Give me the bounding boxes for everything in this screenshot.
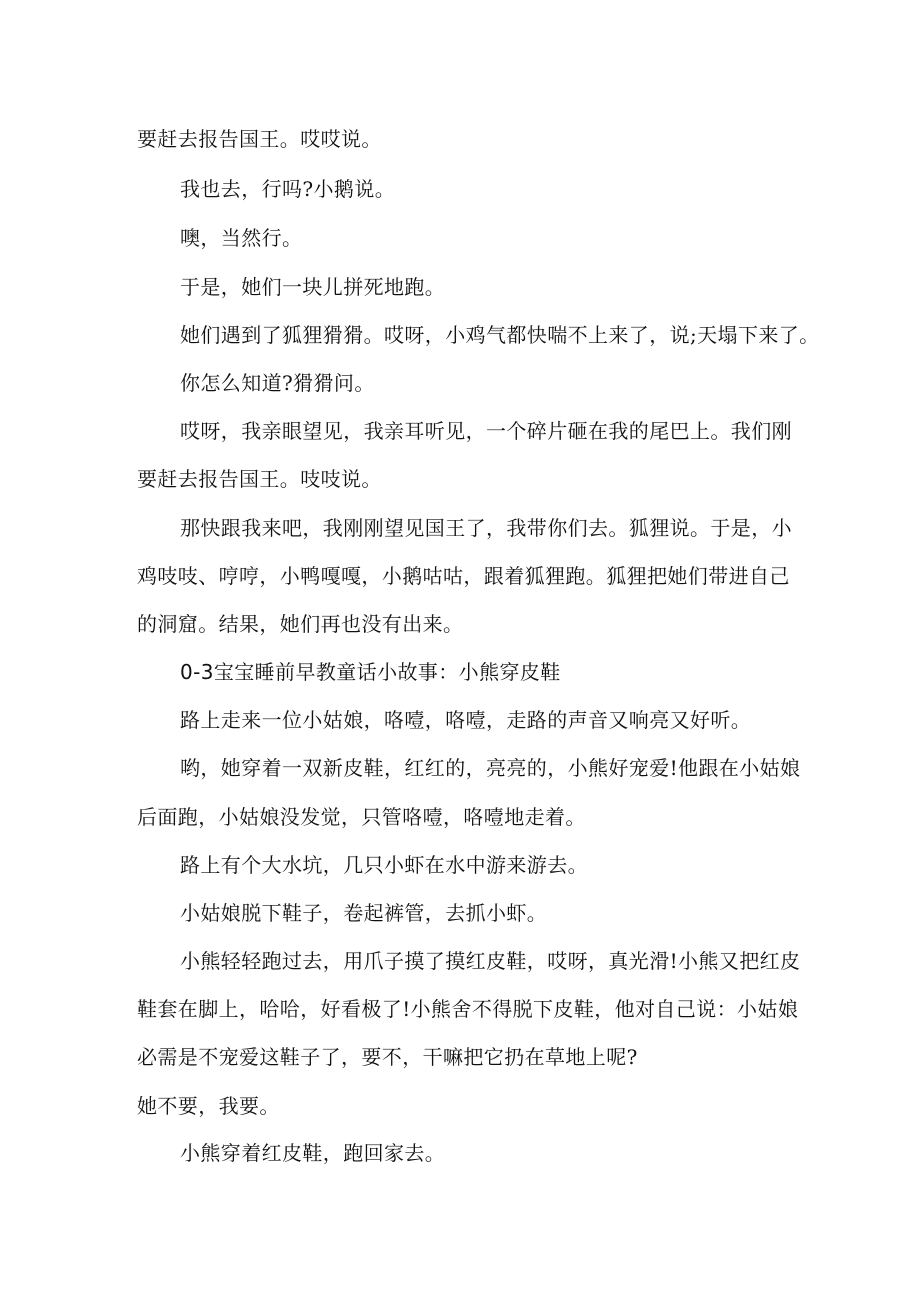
text-line: 于是，她们一块儿拼死地跑。 (180, 275, 446, 299)
text-line: 后面跑，小姑娘没发觉，只管咯噎，咯噎地走着。 (137, 805, 586, 829)
text-line: 你怎么知道?猾猾问。 (180, 371, 375, 395)
text-line: 那快跟我来吧，我刚刚望见国王了，我带你们去。狐狸说。于是，小 (180, 516, 792, 540)
text-line: 的洞窟。结果，她们再也没有出来。 (137, 612, 464, 636)
text-line: 噢，当然行。 (180, 226, 303, 250)
text-line: 鸡吱吱、哼哼，小鸭嘎嘎，小鹅咕咕，跟着狐狸跑。狐狸把她们带进自己 (137, 564, 790, 588)
text-line: 小熊穿着红皮鞋，跑回家去。 (180, 1141, 446, 1165)
text-line: 路上有个大水坑，几只小虾在水中游来游去。 (180, 853, 588, 877)
text-line: 小姑娘脱下鞋子，卷起裤管，去抓小虾。 (180, 901, 548, 925)
text-line: 她不要，我要。 (137, 1094, 280, 1118)
story-title: 0-3宝宝睡前早教童话小故事：小熊穿皮鞋 (180, 660, 561, 684)
text-line: 哎呀，我亲眼望见，我亲耳听见，一个碎片砸在我的尾巴上。我们刚 (180, 419, 792, 443)
text-line: 小熊轻轻跑过去，用爪子摸了摸红皮鞋，哎呀，真光滑!小熊又把红皮 (180, 949, 801, 973)
text-line: 哟，她穿着一双新皮鞋，红红的，亮亮的，小熊好宠爱!他跟在小姑娘 (180, 756, 801, 780)
text-line: 鞋套在脚上，哈哈，好看极了!小熊舍不得脱下皮鞋，他对自己说：小姑娘 (137, 997, 799, 1021)
text-line: 路上走来一位小姑娘，咯噎，咯噎，走路的声音又响亮又好听。 (180, 708, 752, 732)
text-line: 要赶去报告国王。哎哎说。 (137, 127, 382, 151)
text-line: 她们遇到了狐狸猾猾。哎呀，小鸡气都快喘不上来了，说;天塌下来了。 (180, 323, 820, 347)
text-line: 我也去，行吗?小鹅说。 (180, 177, 396, 201)
text-line: 必需是不宠爱这鞋子了，要不，干嘛把它扔在草地上呢? (137, 1045, 638, 1069)
text-line: 要赶去报告国王。吱吱说。 (137, 467, 382, 491)
